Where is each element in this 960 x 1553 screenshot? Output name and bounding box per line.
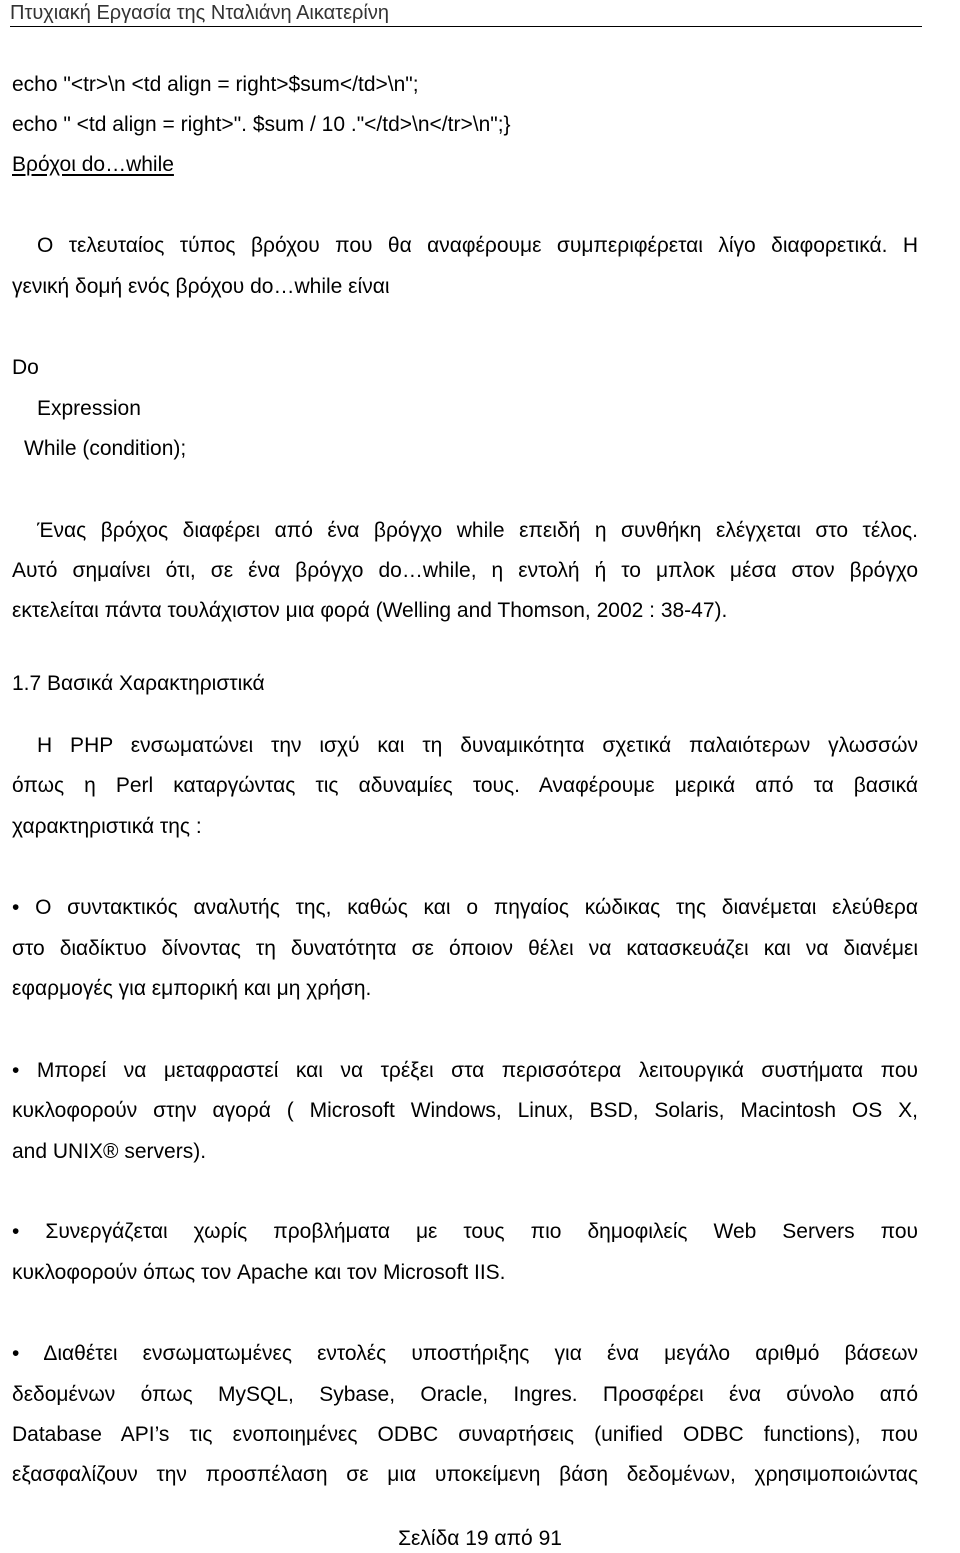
document-title: Πτυχιακή Εργασία της Νταλιάνη Αικατερίνη bbox=[10, 2, 389, 24]
running-header bbox=[10, 0, 922, 27]
bullet-item-line: κυκλοφορούν όπως τον Apache και τον Microsoft IIS. bbox=[12, 1261, 506, 1284]
paragraph-line: όπως η Perl καταργώντας τις αδυναμίες τους. Αναφέρουμε μερικά από τα βασικά bbox=[12, 774, 918, 797]
bullet-item-line: Database API’s τις ενοποιημένες ODBC συναρτήσεις (unified ODBC functions), που bbox=[12, 1423, 918, 1446]
bullet-item-line: κυκλοφορούν στην αγορά ( Microsoft Windows, Linux, BSD, Solaris, Macintosh OS X, bbox=[12, 1099, 918, 1122]
section-heading: 1.7 Βασικά Χαρακτηριστικά bbox=[12, 672, 265, 695]
paragraph-line: Αυτό σημαίνει ότι, σε ένα βρόγχο do…while, η εντολή ή το μπλοκ μέσα στον βρόγχο bbox=[12, 559, 918, 582]
code-line: echo "<tr>\n <td align = right>$sum</td>\n"; bbox=[12, 73, 419, 96]
paragraph-line: Ο τελευταίος τύπος βρόχου που θα αναφέρουμε συμπεριφέρεται λίγο διαφορετικά. Η bbox=[37, 234, 918, 257]
bullet-item-line: • Ο συντακτικός αναλυτής της, καθώς και ο πηγαίος κώδικας της διανέμεται ελεύθερα bbox=[12, 896, 918, 919]
paragraph-line: εκτελείται πάντα τουλάχιστον μια φορά (Welling and Thomson, 2002 : 38-47). bbox=[12, 599, 728, 622]
bullet-item-line: εξασφαλίζουν την προσπέλαση σε μια υποκείμενη βάση δεδομένων, χρησιμοποιώντας bbox=[12, 1463, 918, 1486]
syntax-line: While (condition); bbox=[24, 437, 187, 460]
bullet-icon: • bbox=[12, 1342, 20, 1365]
bullet-icon: • bbox=[12, 1059, 20, 1082]
bullet-item-line: • Διαθέτει ενσωματωμένες εντολές υποστήριξης για ένα μεγάλο αριθμό βάσεων bbox=[12, 1342, 918, 1365]
paragraph-line: γενική δομή ενός βρόχου do…while είναι bbox=[12, 275, 390, 298]
bullet-item-line: • Συνεργάζεται χωρίς προβλήματα με τους πιο δημοφιλείς Web Servers που bbox=[12, 1220, 918, 1243]
subheading-dowhile: Βρόχοι do…while bbox=[12, 153, 174, 176]
bullet-item-line: δεδομένων όπως MySQL, Sybase, Oracle, Ingres. Προσφέρει ένα σύνολο από bbox=[12, 1383, 918, 1406]
syntax-line: Expression bbox=[37, 397, 141, 420]
bullet-item-line: and UNIX® servers). bbox=[12, 1140, 207, 1163]
bullet-icon: • bbox=[12, 896, 20, 919]
bullet-item-line: στο διαδίκτυο δίνοντας τη δυνατότητα σε όποιον θέλει να κατασκευάζει και να διανέμει bbox=[12, 937, 918, 960]
page-number: Σελίδα 19 από 91 bbox=[398, 1527, 562, 1550]
bullet-icon: • bbox=[12, 1220, 20, 1243]
syntax-line: Do bbox=[12, 356, 39, 379]
paragraph-line: Η PHP ενσωματώνει την ισχύ και τη δυναμικότητα σχετικά παλαιότερων γλωσσών bbox=[37, 734, 918, 757]
paragraph-line: χαρακτηριστικά της : bbox=[12, 815, 202, 838]
paragraph-line: Ένας βρόχος διαφέρει από ένα βρόγχο while επειδή η συνθήκη ελέγχεται στο τέλος. bbox=[37, 519, 918, 542]
code-line: echo " <td align = right>". $sum / 10 ."</td>\n</tr>\n";} bbox=[12, 113, 511, 136]
bullet-item-line: εφαρμογές για εμπορική και μη χρήση. bbox=[12, 977, 372, 1000]
bullet-item-line: • Μπορεί να μεταφραστεί και να τρέξει στα περισσότερα λειτουργικά συστήματα που bbox=[12, 1059, 918, 1082]
